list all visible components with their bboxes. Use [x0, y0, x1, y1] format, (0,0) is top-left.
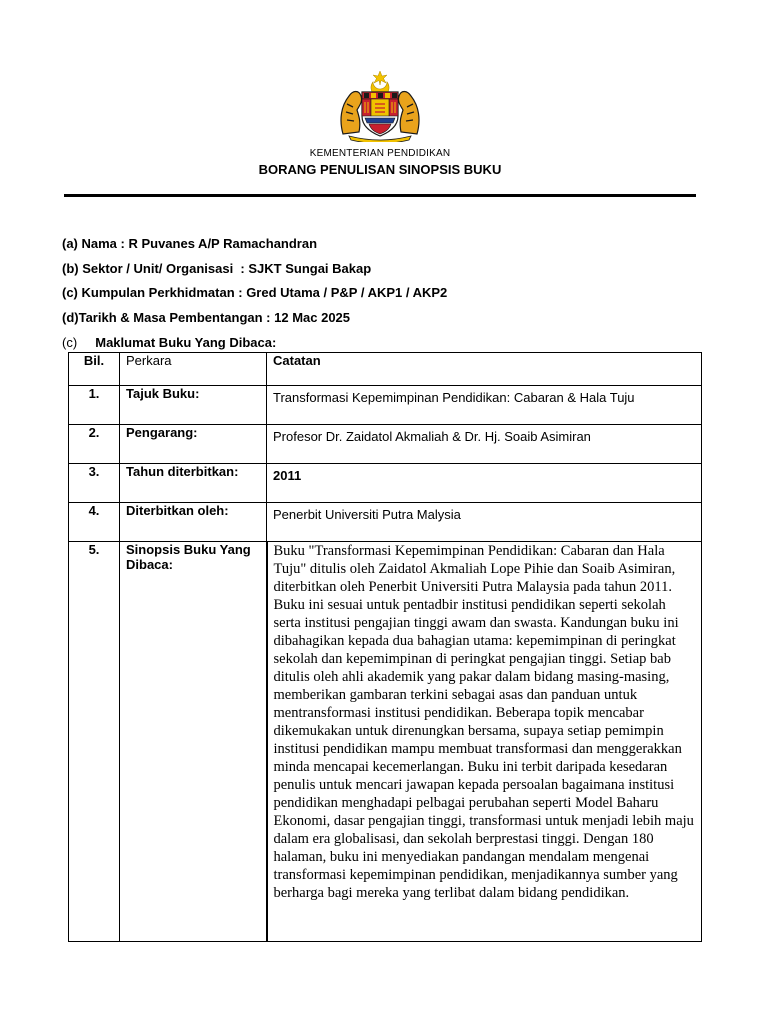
form-title: BORANG PENULISAN SINOPSIS BUKU — [258, 162, 502, 177]
field-presentation-date: (d)Tarikh & Masa Pembentangan : 12 Mac 2025 — [62, 310, 351, 325]
row-number: 3. — [69, 464, 120, 503]
synopsis-text: Buku "Transformasi Kepemimpinan Pendidikan: Cabaran dan Hala Tuju" ditulis oleh Zaidatol Akmaliah Lope Pihie dan Soaib Asimiran, diterbitkan oleh Penerbit Universiti Putra Malaysia pada tahun 2011. Buku ini sesuai untuk pentadbir institusi pendidikan seperti sekolah serta institusi pengajian tinggi awam dan swasta. Kandungan buku ini dibahagikan kepada dua bahagian utama: kepemimpinan di peringkat sekolah dan kepemimpinan di peringkat pengajian tinggi. Setiap bab ditulis oleh ahli akademik yang pakar dalam bidang masing-masing, memberikan gambaran terkini sebagai asas dan panduan untuk mentransformasi institusi pendidikan. Beberapa topik mencabar dikemukakan untuk direnungkan bersama, supaya setiap pemimpin institusi pendidikan mampu membuat transformasi dan menggerakkan minda mencapai kecemerlangan. Buku ini terbit daripada kesedaran penulis untuk mencari jawapan kepada persoalan bagaimana institusi pendidikan menghadapi pelbagai perubahan seperti Model Baharu Ekonomi, dasar pengajian tinggi, transformasi untuk menjadi lebih maju dalam era globalisasi, dan sekolah berprestasi tinggi. Dengan 180 halaman, buku ini menyediakan pandangan mendalam mengenai transformasi kepemimpinan pendidikan, menjadikannya sumber yang berharga bagi mereka yang terlibat dalam bidang pendidikan. — [267, 542, 702, 942]
ministry-name: KEMENTERIAN PENDIDIKAN — [309, 148, 451, 159]
field-name: (a) Nama : R Puvanes A/P Ramachandran — [62, 236, 318, 251]
section-label: Maklumat Buku Yang Dibaca: — [95, 335, 277, 350]
header-catatan: Catatan — [267, 353, 702, 386]
field-service-group: (c) Kumpulan Perkhidmatan : Gred Utama / P&P / AKP1 / AKP2 — [62, 285, 448, 300]
row-number: 4. — [69, 503, 120, 542]
table-row — [69, 503, 702, 542]
table-header-row — [69, 353, 702, 386]
field-sector: (b) Sektor / Unit/ Organisasi : SJKT Sungai Bakap — [62, 261, 372, 276]
table-row — [69, 425, 702, 464]
header-divider — [64, 194, 696, 197]
row-item: Tahun diterbitkan: — [120, 464, 267, 503]
table-row — [69, 386, 702, 425]
synopsis-row — [69, 542, 702, 942]
coat-of-arms-icon — [335, 70, 425, 142]
row-note: Transformasi Kepemimpinan Pendidikan: Cabaran & Hala Tuju — [267, 386, 702, 425]
row-item: Tajuk Buku: — [120, 386, 267, 425]
synopsis-label: Sinopsis Buku Yang Dibaca: — [120, 542, 267, 942]
row-number: 2. — [69, 425, 120, 464]
row-item: Diterbitkan oleh: — [120, 503, 267, 542]
row-note: 2011 — [267, 464, 702, 503]
section-prefix: (c) — [62, 335, 78, 350]
row-item: Pengarang: — [120, 425, 267, 464]
header-bil: Bil. — [69, 353, 120, 386]
row-number: 5. — [69, 542, 120, 942]
table-row — [69, 464, 702, 503]
header-perkara: Perkara — [120, 353, 267, 386]
row-note: Penerbit Universiti Putra Malysia — [267, 503, 702, 542]
row-note: Profesor Dr. Zaidatol Akmaliah & Dr. Hj. Soaib Asimiran — [267, 425, 702, 464]
row-number: 1. — [69, 386, 120, 425]
section-heading — [62, 335, 276, 350]
book-info-table — [68, 352, 702, 942]
